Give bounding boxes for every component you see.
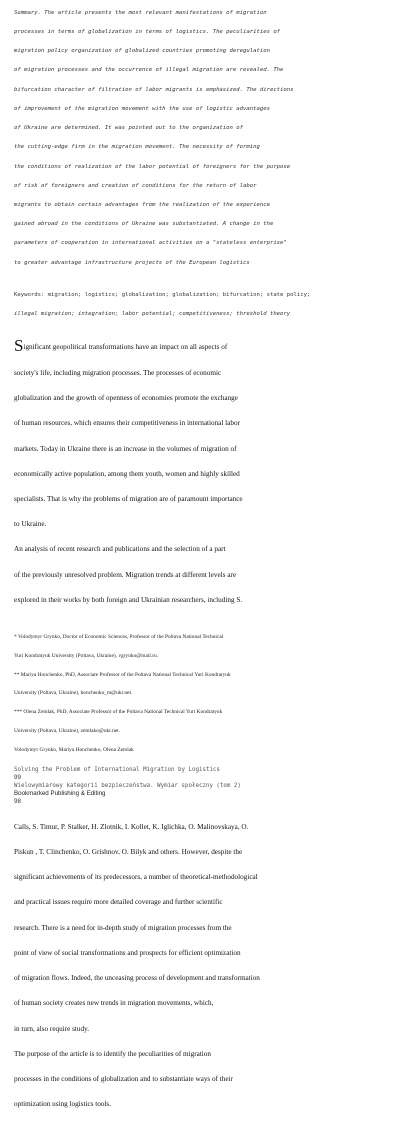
article-page: [14, 0, 392, 1125]
publisher-line: Bookmarked Publishing & Editing: [14, 789, 106, 797]
summary-line: migrants to obtain certain advantages from the realization of the experience: [14, 202, 270, 208]
body-line: of human resources, which ensures their competitiveness in international labor: [14, 419, 240, 428]
page-number: 99: [14, 773, 21, 781]
running-title: Solving the Problem of International Migration by Logistics: [14, 766, 220, 773]
summary-line: bifurcation character of filtration of labor migrants is emphasized. The directions: [14, 86, 294, 93]
body-line: The purpose of the article is to identify the peculiarities of migration: [14, 1049, 211, 1058]
summary-line: Summary. The article presents the most relevant manifestations of migration: [14, 9, 267, 16]
summary-line: processes in terms of globalization in terms of logistics. The peculiarities of: [14, 29, 281, 36]
summary-line: gained abroad in the conditions of Ukraine was substantiated. A change in the: [14, 221, 274, 228]
body-line: markets. Today in Ukraine there is an increase in the volumes of migration of: [14, 444, 237, 453]
intro-first-line: [14, 336, 392, 356]
summary-line: the conditions of realization of the labor potential of foreigners for the purpose: [14, 163, 291, 170]
body-line: optimization using logistics tools.: [14, 1100, 112, 1109]
summary-block: [14, 0, 392, 279]
body-line: globalization and the growth of openness of economies promote the exchange: [14, 394, 238, 403]
body-line: specialists. That is why the problems of migration are of paramount importance: [14, 495, 243, 504]
page-number: 98: [14, 797, 21, 805]
research-paragraphs: [14, 806, 392, 1125]
footnote-line: *** Olena Zemlak, PhD, Associate Professor of the Poltava National Technical Yuri Kondratyuk: [14, 709, 223, 716]
footnote-line: Yuri Kondratyuk University (Poltava, Ukraine), vgrynko@mail.ru.: [14, 652, 159, 659]
summary-line: of risk of foreigners and creation of conditions for the return of labor: [14, 182, 257, 189]
footnote-line: * Volodymyr Grynko, Doctor of Economic Sciences, Professor of the Poltava National Technical: [14, 633, 224, 640]
summary-line: of migration processes and the occurrence of illegal migration are revealed. The: [14, 67, 284, 74]
summary-line: to greater advantage infrastructure projects of the European logistics: [14, 259, 250, 266]
keywords-line: illegal migration; integration; labor potential; competitiveness; threshold theory: [14, 310, 291, 317]
body-line: of human society creates new trends in migration movements, which,: [14, 999, 214, 1008]
intro-paragraphs: [14, 352, 392, 621]
summary-line: of improvement of the migration movement with the use of logistic advantages: [14, 105, 270, 112]
body-line: Calls, S. Timur, P. Stalker, H. Zlotnik, I. Kollet, K. Iglichka, O. Malinovskaya, O.: [14, 822, 249, 831]
body-line: point of view of social transformations and prospects for efficient optimization: [14, 948, 241, 957]
body-line: Piskun , T. Clinchenko, O. Grishnov, O. Bilyk and others. However, despite the: [14, 847, 243, 856]
running-header: Wielowymiarowy kategorii bezpieczeństwa. Wymiar społeczny (tom 2): [14, 782, 241, 789]
body-line: processes in the conditions of globalization and to substantiate ways of their: [14, 1074, 233, 1083]
keywords-line: Keywords: migration; logistics; globalization; globalization; bifurcation; state policy;: [14, 291, 311, 298]
body-line: in turn, also require study.: [14, 1024, 89, 1033]
author-footnotes: [14, 621, 392, 766]
body-line: explored in their works by both foreign and Ukrainian researchers, including S.: [14, 595, 243, 604]
intro-first-line-text: ignificant geopolitical transformations have an impact on all aspects of: [23, 343, 228, 352]
body-line: economically active population, among them youth, women and highly skilled: [14, 469, 240, 478]
footnote-line: University (Poltava, Ukraine), honchenko_m@ukr.net.: [14, 690, 133, 697]
footnote-line: ** Mariya Honchenko, PhD, Associate Professor of the Poltava National Technical Yuri Kondratyuk: [14, 671, 231, 678]
summary-line: the cutting-edge firm in the migration movement. The necessity of forming: [14, 144, 260, 151]
drop-cap: S: [14, 336, 24, 356]
body-line: An analysis of recent research and publications and the selection of a part: [14, 545, 226, 554]
body-line: society's life, including migration processes. The processes of economic: [14, 368, 222, 377]
summary-line: migration policy organization of globalized countries promoting deregulation: [14, 48, 270, 55]
body-line: of migration flows. Indeed, the unceasing process of development and transformation: [14, 974, 260, 983]
footnote-line: University (Poltava, Ukraine), zemlako@ukr.net.: [14, 728, 121, 735]
body-line: research. There is a need for in-depth study of migration processes from the: [14, 923, 232, 932]
body-line: to Ukraine.: [14, 520, 47, 529]
keywords-block: [14, 279, 392, 330]
summary-line: of Ukraine are determined. It was pointed out to the organization of: [14, 125, 244, 132]
body-line: of the previously unresolved problem. Migration trends at different levels are: [14, 570, 237, 579]
body-line: significant achievements of its predecessors, a number of theoretical-methodological: [14, 873, 258, 882]
running-authors: Volodymyr Grynko, Mariya Honchenko, Olena Zemlak: [14, 747, 134, 754]
body-line: and practical issues require more detailed coverage and further scientific: [14, 898, 223, 907]
summary-line: parameters of cooperation in international activities on a "stateless enterprise": [14, 240, 287, 247]
